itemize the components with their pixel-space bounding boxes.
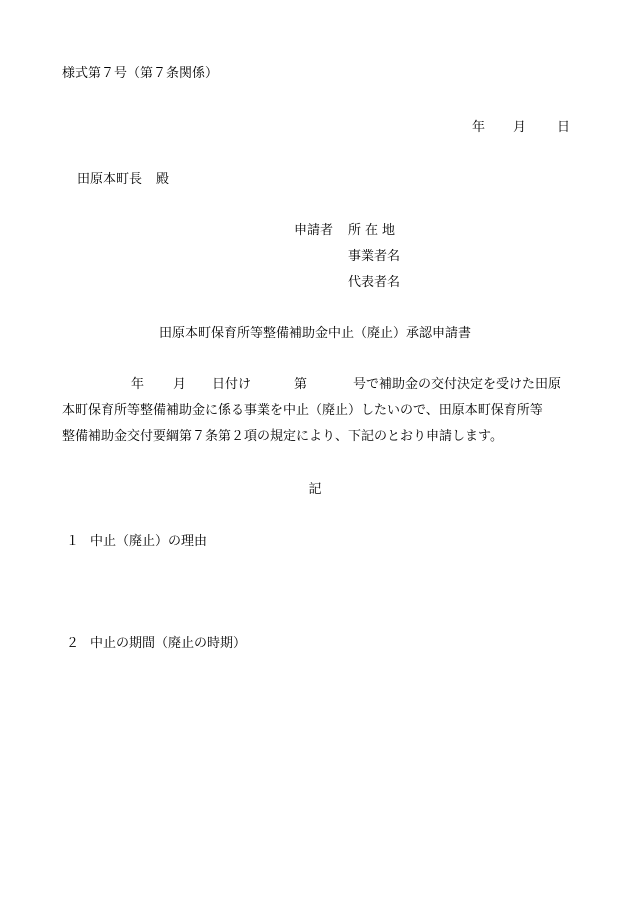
date-month-unit: 月	[513, 120, 527, 135]
body-month-unit: 月	[173, 377, 187, 392]
ki-heading: 記	[308, 482, 322, 497]
body-year-unit: 年	[131, 377, 145, 392]
applicant-business-name-label: 事業者名	[348, 249, 401, 264]
item-number: １	[66, 534, 80, 549]
body-line-1-rest: 号で補助金の交付決定を受けた田原	[353, 377, 562, 392]
list-item	[66, 535, 207, 548]
addressee	[77, 173, 169, 186]
item-label: 中止（廃止）の理由	[90, 534, 208, 549]
item-number: ２	[66, 636, 80, 651]
body-line-1	[62, 378, 582, 394]
applicant-address-label: 所在地	[348, 223, 400, 238]
body-number-prefix: 第	[294, 377, 308, 392]
body-dated: 日付け	[212, 377, 252, 392]
date-year-unit: 年	[472, 120, 486, 135]
document-title: 田原本町保育所等整備補助金中止（廃止）承認申請書	[158, 326, 471, 341]
body-line-2: 本町保育所等整備補助金に係る事業を中止（廃止）したいので、田原本町保育所等	[62, 403, 543, 418]
form-number: 様式第７号（第７条関係）	[62, 66, 219, 81]
date-row	[470, 121, 580, 137]
applicant-label: 申請者	[294, 223, 334, 238]
item-label: 中止の期間（廃止の時期）	[90, 636, 247, 651]
addressee-name: 田原本町長	[77, 172, 143, 187]
date-day-unit: 日	[557, 120, 571, 135]
addressee-honorific: 殿	[156, 172, 170, 187]
applicant-representative-label: 代表者名	[348, 275, 401, 290]
list-item	[66, 637, 246, 650]
body-line-3: 整備補助金交付要綱第７条第２項の規定により、下記のとおり申請します。	[62, 429, 503, 444]
